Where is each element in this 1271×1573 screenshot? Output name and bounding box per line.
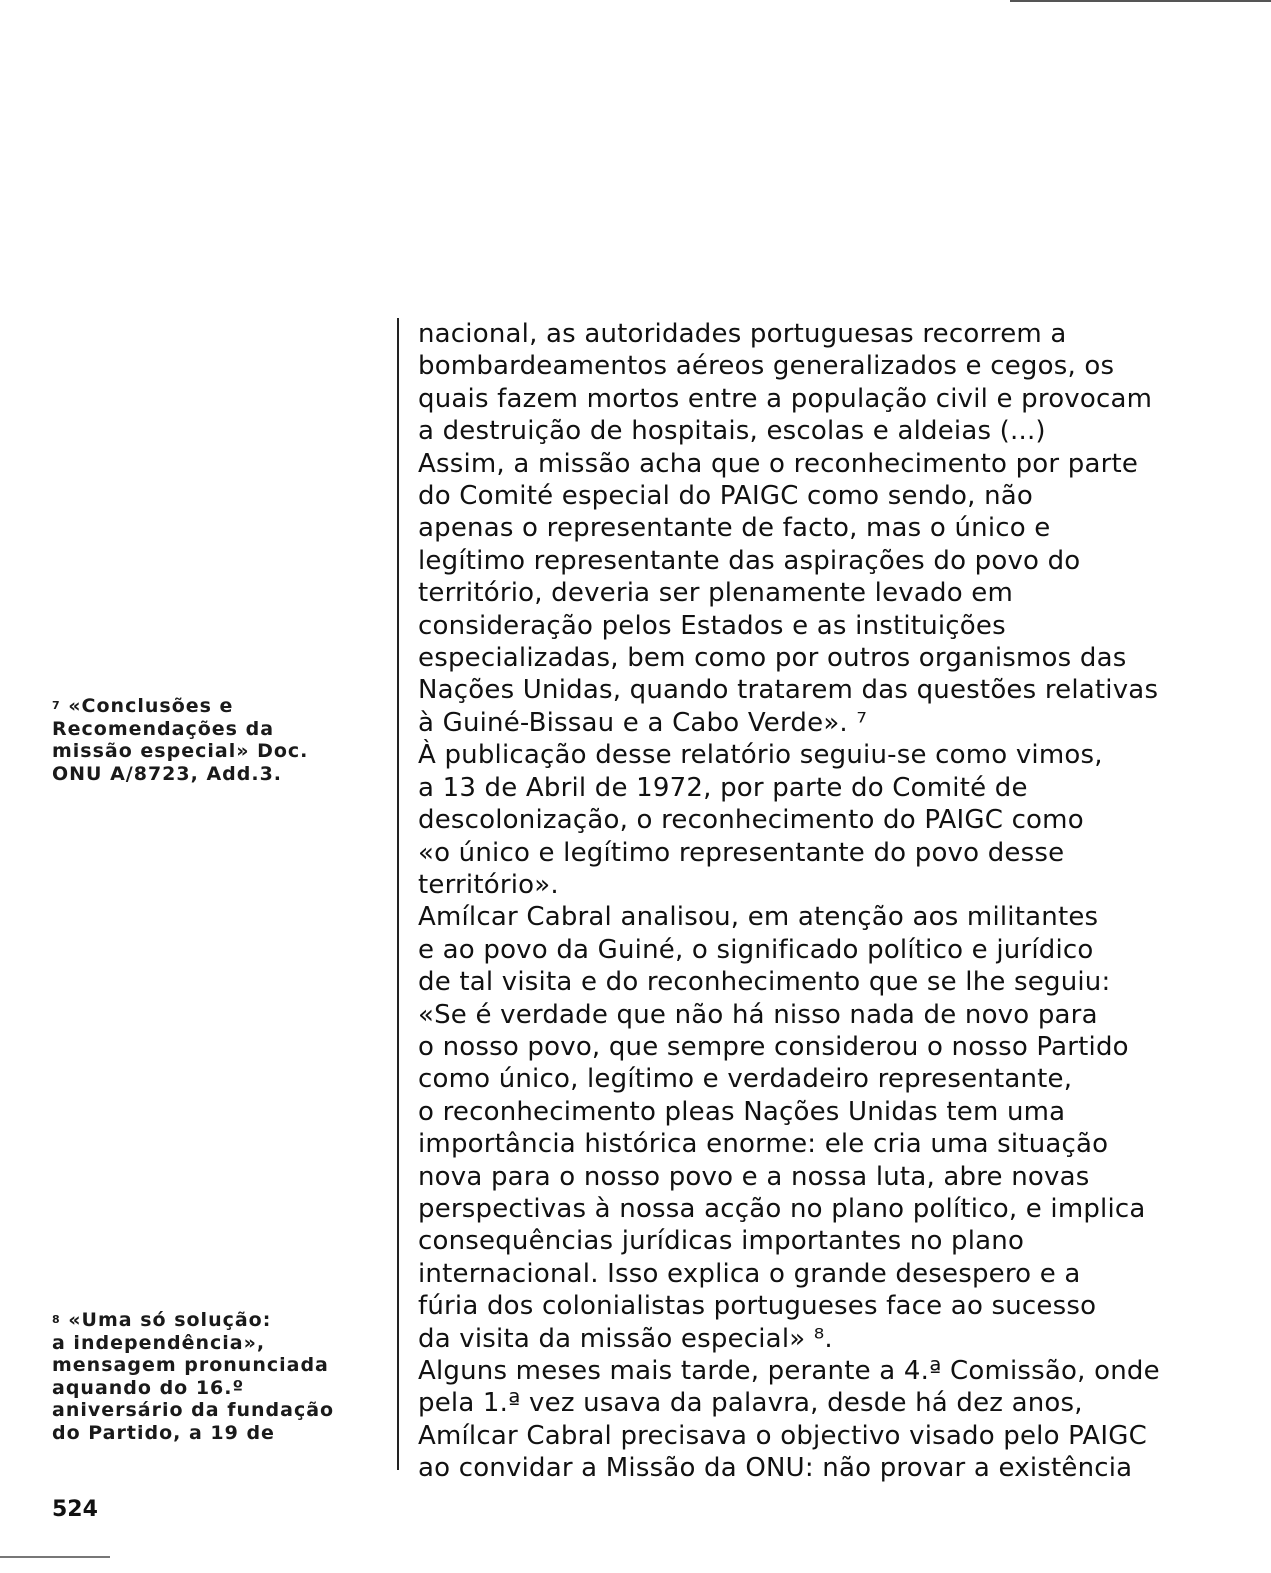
text-line: do Comité especial do PAIGC como sendo, não xyxy=(418,481,1034,512)
text-line: a destruição de hospitais, escolas e aldeias (...) xyxy=(418,416,1046,447)
text-line: como único, legítimo e verdadeiro representante, xyxy=(418,1064,1073,1095)
footnote-line: mensagem pronunciada xyxy=(52,1354,329,1376)
text-line: pela 1.ª vez usava da palavra, desde há dez anos, xyxy=(418,1388,1083,1419)
text-line: e ao povo da Guiné, o significado político e jurídico xyxy=(418,934,1094,965)
text-line: o reconhecimento pleas Nações Unidas tem uma xyxy=(418,1096,1066,1127)
text-line: «Se é verdade que não há nisso nada de novo para xyxy=(418,999,1098,1030)
footnote-marker: 7 xyxy=(52,699,61,712)
footnote-line: do Partido, a 19 de xyxy=(52,1421,275,1444)
text-line: Amílcar Cabral precisava o objectivo visado pelo PAIGC xyxy=(418,1420,1147,1451)
text-line: território». xyxy=(418,869,559,900)
text-line: «o único e legítimo representante do povo desse xyxy=(418,837,1065,868)
text-line: descolonização, o reconhecimento do PAIGC como xyxy=(418,805,1084,836)
footnote-line xyxy=(52,1309,352,1332)
text-line: da visita da missão especial» ⁸. xyxy=(418,1323,833,1354)
text-line: Amílcar Cabral analisou, em atenção aos militantes xyxy=(418,902,1099,933)
column-rule xyxy=(397,318,399,1470)
text-line: apenas o representante de facto, mas o único e xyxy=(418,513,1051,544)
text-line: a 13 de Abril de 1972, por parte do Comité de xyxy=(418,772,1028,803)
footnote-line: aquando do 16.º xyxy=(52,1376,245,1399)
text-line: de tal visita e do reconhecimento que se lhe seguiu: xyxy=(418,967,1111,998)
text-line: Alguns meses mais tarde, perante a 4.ª Comissão, onde xyxy=(418,1356,1160,1386)
footnote-text: «Conclusões e xyxy=(68,695,234,717)
footnote-line: aniversário da fundação xyxy=(52,1399,335,1421)
bottom-edge-line xyxy=(0,1556,110,1558)
text-line: importância histórica enorme: ele cria uma situação xyxy=(418,1129,1109,1160)
text-line: nacional, as autoridades portuguesas recorrem a xyxy=(418,319,1067,349)
top-edge-line xyxy=(1010,0,1271,2)
text-line: Assim, a missão acha que o reconhecimento por parte xyxy=(418,448,1139,479)
footnote-line: ONU A/8723, Add.3. xyxy=(52,762,283,785)
text-line: território, deveria ser plenamente levado em xyxy=(418,578,1014,609)
footnote-8 xyxy=(52,1309,352,1444)
text-line: internacional. Isso explica o grande desespero e a xyxy=(418,1258,1081,1289)
footnote-line: a independência», xyxy=(52,1331,266,1354)
main-text-column xyxy=(418,318,1248,1485)
text-line: consideração pelos Estados e as instituições xyxy=(418,610,1006,641)
text-line: fúria dos colonialistas portugueses face ao sucesso xyxy=(418,1291,1097,1322)
text-line: especializadas, bem como por outros organismos das xyxy=(418,643,1127,674)
footnote-7 xyxy=(52,695,352,785)
footnote-text: «Uma só solução: xyxy=(68,1309,272,1331)
text-line: perspectivas à nossa acção no plano político, e implica xyxy=(418,1193,1146,1224)
text-line: à Guiné-Bissau e a Cabo Verde». ⁷ xyxy=(418,707,867,738)
text-line: consequências jurídicas importantes no plano xyxy=(418,1226,1025,1257)
text-line: À publicação desse relatório seguiu-se como vimos, xyxy=(418,740,1103,771)
text-line: bombardeamentos aéreos generalizados e cegos, os xyxy=(418,351,1115,382)
text-line: legítimo representante das aspirações do povo do xyxy=(418,545,1081,576)
text-line: quais fazem mortos entre a população civil e provocam xyxy=(418,383,1153,414)
text-line: o nosso povo, que sempre considerou o nosso Partido xyxy=(418,1031,1129,1062)
text-line: Nações Unidas, quando tratarem das questões relativas xyxy=(418,675,1159,706)
footnote-marker: 8 xyxy=(52,1313,61,1326)
page-number: 524 xyxy=(52,1497,98,1522)
text-line: nova para o nosso povo e a nossa luta, abre novas xyxy=(418,1161,1090,1192)
text-line: ao convidar a Missão da ONU: não provar a existência xyxy=(418,1453,1133,1484)
footnote-line: Recomendações da xyxy=(52,717,275,740)
footnote-line xyxy=(52,695,352,718)
footnote-line: missão especial» Doc. xyxy=(52,740,309,762)
